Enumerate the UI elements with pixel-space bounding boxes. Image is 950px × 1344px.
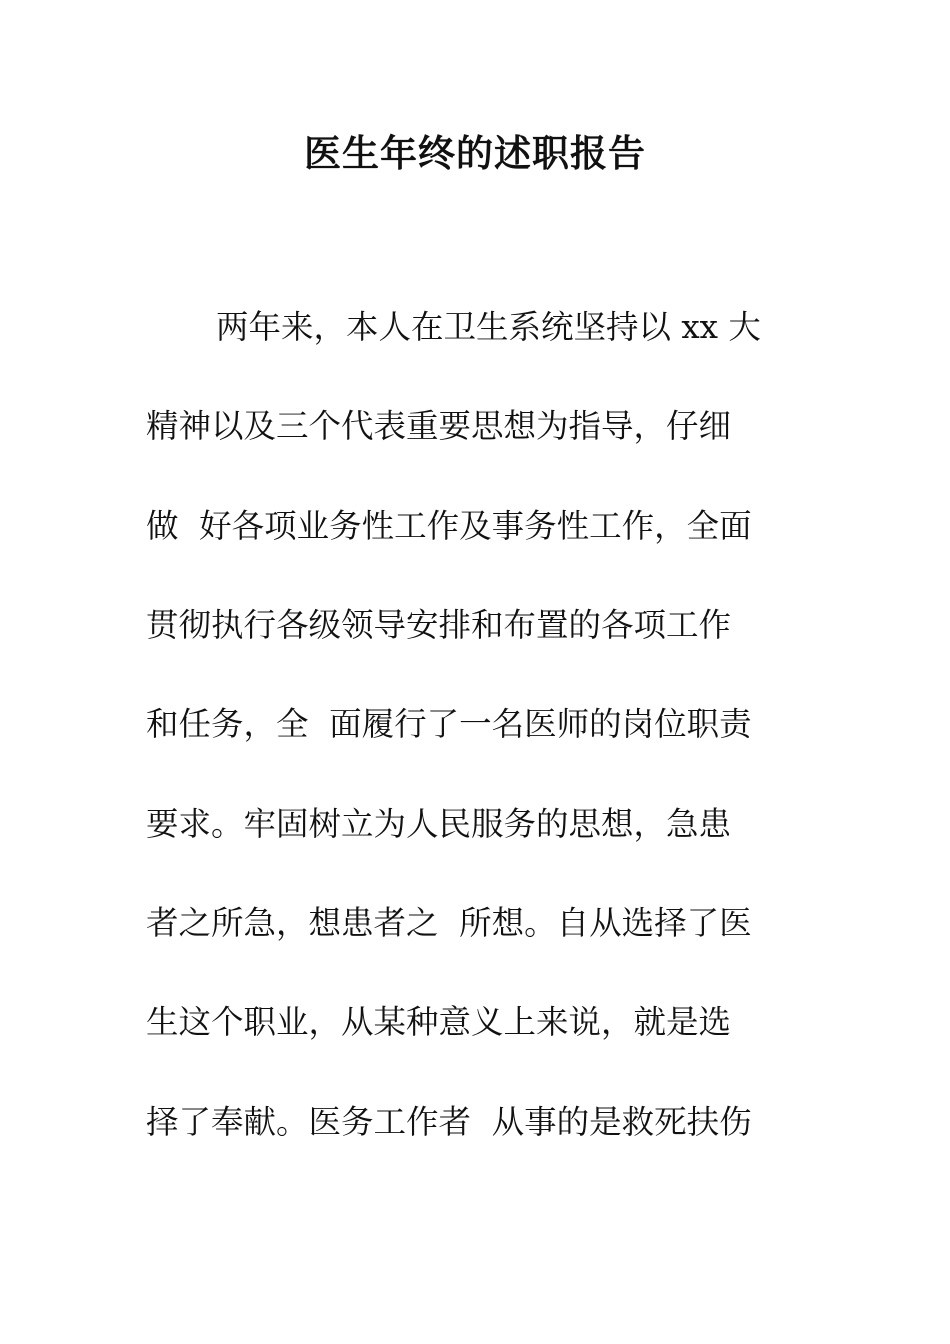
paragraph-line: 者之所急，想患者之 所想。自从选择了医: [146, 904, 752, 942]
document-title: 医生年终的述职报告: [304, 132, 646, 175]
paragraph-line: 和任务，全 面履行了一名医师的岗位职责: [146, 705, 752, 743]
paragraph-line: 生这个职业，从某种意义上来说，就是选: [146, 1003, 732, 1041]
paragraph-line: 两年来，本人在卫生系统坚持以 xx 大: [216, 308, 761, 346]
paragraph-line: 做 好各项业务性工作及事务性工作，全面: [146, 507, 752, 545]
paragraph-line: 择了奉献。医务工作者 从事的是救死扶伤: [146, 1103, 752, 1141]
paragraph-line: 精神以及三个代表重要思想为指导，仔细: [146, 407, 732, 445]
paragraph-line: 贯彻执行各级领导安排和布置的各项工作: [146, 606, 732, 644]
paragraph-line: 要求。牢固树立为人民服务的思想，急患: [146, 805, 732, 843]
